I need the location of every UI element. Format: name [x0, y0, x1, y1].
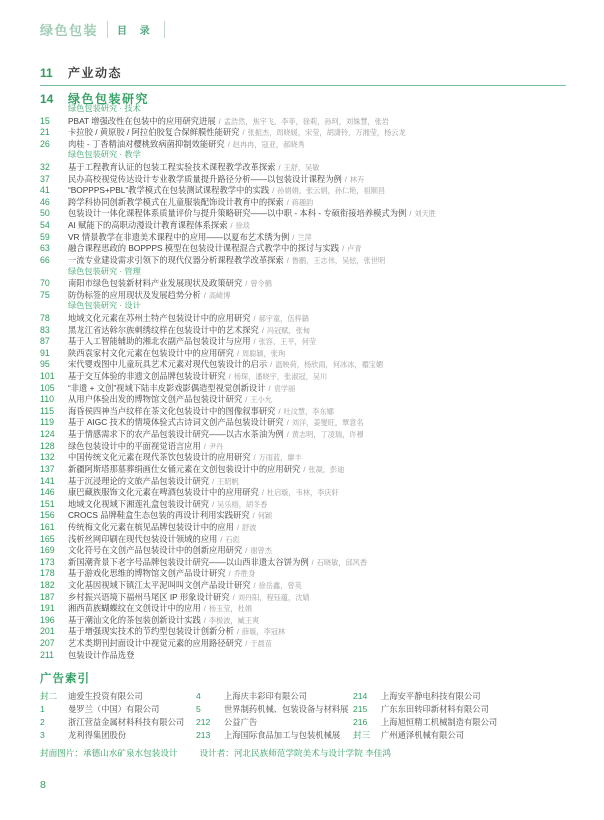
entry-authors: 刘天胜	[414, 209, 436, 219]
entry-page-number: 182	[40, 579, 55, 590]
ad-page-number: 5	[196, 704, 201, 714]
entry-authors: 吴乐榕，胡冬香	[217, 499, 268, 509]
entry-authors: 尹丹	[208, 441, 224, 451]
entry-separator: /	[232, 592, 235, 602]
toc-entry	[40, 509, 594, 521]
entry-separator: /	[212, 476, 215, 486]
ad-company-name: 浙江营益金属材料科技有限公司	[68, 717, 185, 727]
entry-title: 黑龙江省达斡尔族刺绣纹样在包装设计中的艺术探究	[68, 324, 259, 335]
entry-authors: 杜启璇，韦林，李庆轩	[266, 488, 339, 498]
toc-entry	[40, 533, 594, 545]
ad-page-number: 1	[40, 704, 45, 714]
toc-entry	[40, 579, 594, 591]
ad-page-number: 215	[353, 704, 368, 714]
entry-separator: /	[253, 580, 256, 590]
entry-page-number: 41	[40, 185, 50, 196]
entry-separator: /	[286, 430, 289, 440]
toc-entry	[40, 556, 594, 568]
toc-entry	[40, 393, 594, 405]
section-title: 产业动态	[68, 66, 123, 80]
entry-separator: /	[261, 325, 264, 335]
entry-page-number: 50	[40, 208, 50, 219]
toc-entry	[40, 173, 594, 185]
entry-page-number: 178	[40, 568, 55, 579]
entry-title: 地域文化视域下湘莲礼盒包装设计研究	[68, 498, 210, 509]
entry-title: 新国潮背景下老字号品牌包装设计研究——以山西非遗太谷饼为例	[68, 556, 309, 567]
cover-credit	[40, 747, 391, 759]
ad-index-column	[353, 690, 553, 742]
toc-entry	[40, 207, 594, 219]
entry-title: 从用户体验出发的博物馆文创产品包装设计研究	[68, 394, 243, 405]
entry-authors: 谢曾杰	[250, 546, 272, 556]
entry-authors: 袁学丽	[273, 383, 296, 393]
entry-title: “BOPPPS+PBL”教学模式在包装测试课程教学中的实践	[68, 185, 270, 196]
entry-page-number: 78	[40, 312, 50, 323]
toc-entry	[40, 277, 594, 289]
entry-title: 基于游戏化思维的博物馆文创产品设计研究	[68, 568, 226, 579]
ad-company-name: 广东东田转印新材料有限公司	[381, 704, 489, 714]
toc-entry	[40, 289, 594, 301]
entry-title: 地域文化元素在苏州土特产包装设计中的应用研究	[68, 312, 251, 323]
entry-separator: /	[218, 116, 221, 126]
entry-authors: 赵冉冉，寇亚，郝晓秀	[232, 139, 305, 149]
entry-page-number: 105	[40, 382, 55, 393]
ad-index-grid	[40, 690, 580, 742]
toc-entry	[40, 498, 594, 510]
entry-authors: 王昭帆	[217, 476, 239, 486]
entry-page-number: 156	[40, 510, 55, 521]
toc-entry	[40, 614, 594, 626]
entry-separator: /	[236, 522, 240, 532]
entry-authors: 吐汶慧，李东娜	[283, 406, 334, 416]
toc-entry	[40, 405, 594, 417]
entry-page-number: 137	[40, 463, 55, 474]
entry-page-number: 70	[40, 278, 50, 289]
entry-page-number: 119	[40, 417, 55, 428]
entry-authors: 石彪	[225, 534, 240, 544]
subsection-label-text: 绿色包装研究 · 教学	[68, 150, 141, 160]
entry-page-number: 141	[40, 475, 55, 486]
entry-authors: 兰萍	[297, 232, 312, 242]
entry-title: 一流专业建设需求引领下的现代仪器分析课程教学改革探索	[68, 254, 284, 265]
ad-index-item	[196, 716, 353, 729]
entry-separator: /	[245, 546, 248, 556]
ad-page-number: 3	[40, 730, 45, 740]
entry-page-number: 211	[40, 649, 55, 660]
toc-entry	[40, 138, 594, 150]
entry-separator: /	[227, 139, 230, 149]
entry-page-number: 110	[40, 394, 55, 405]
entry-page-number: 37	[40, 173, 50, 184]
entry-page-number: 196	[40, 614, 55, 625]
toc-entry	[40, 463, 594, 475]
ad-index-item	[196, 690, 353, 703]
entry-authors: 张容，王平，何莹	[258, 337, 317, 347]
header-divider	[164, 21, 165, 38]
entry-separator: /	[286, 255, 289, 265]
entry-separator: /	[236, 627, 240, 637]
entry-title: 基于情感需求下的农产品包装设计研究——以古水茶油为例	[68, 429, 284, 440]
ad-company-name: 上海庆丰彩印有限公司	[224, 691, 307, 701]
toc-entry	[40, 184, 594, 196]
entry-page-number: 151	[40, 498, 55, 509]
ad-page-number: 封二	[40, 691, 58, 701]
entry-title: 传统梅文化元素在槟见品牌包装设计中的应用	[68, 521, 234, 532]
entry-authors: 刘洋，姜燮旺，覃意名	[291, 418, 364, 428]
toc-entry	[40, 567, 594, 579]
entry-page-number: 91	[40, 347, 50, 358]
toc-subsection-label	[40, 149, 594, 161]
entry-separator: /	[286, 418, 289, 428]
entry-title: 民办高校视觉传达设计专业教学质量提升路径分析——以包装设计课程为例	[68, 173, 342, 184]
entry-authors: 高崎博	[208, 290, 231, 300]
section-industry	[40, 64, 566, 81]
entry-separator: /	[311, 557, 314, 567]
ad-index-item	[196, 703, 353, 716]
entry-page-number: 124	[40, 429, 55, 440]
toc-entry	[40, 161, 594, 173]
toc-entry	[40, 358, 594, 370]
toc-subsection-label	[40, 300, 594, 312]
entry-separator: /	[342, 244, 345, 254]
entry-separator: /	[245, 279, 248, 289]
toc-entry	[40, 625, 594, 637]
entry-title: 肉桂 - 丁香精油对樱桃致病菌抑制效能研究	[68, 138, 225, 149]
toc-entry	[40, 382, 594, 394]
entry-title: 海昏侯四神当卢纹样在茶文化包装设计中的图像叙事研究	[68, 405, 276, 416]
entry-title: 康巴藏族服饰文化元素在啤酒包装设计中的应用研究	[68, 487, 259, 498]
entry-authors: 李极波，臧王爽	[208, 615, 260, 625]
entry-title: 卡拉胶 / 黄原胶 / 阿拉伯胶复合保鲜膜性能研究	[68, 127, 240, 138]
entry-title: 基于交互体验的非遗文创品牌包装设计研究	[68, 371, 226, 382]
page-number-folio: 8	[40, 779, 46, 791]
entry-separator: /	[344, 174, 347, 184]
entry-page-number: 46	[40, 196, 50, 207]
entry-separator: /	[203, 441, 206, 451]
entry-authors: 徐琰	[235, 221, 250, 231]
entry-separator: /	[292, 232, 295, 242]
ad-company-name: 上海安平静电科技有限公司	[381, 691, 481, 701]
entry-title: 跨学科协同创新教学模式在儿童服装配饰设计教育中的探索	[68, 196, 284, 207]
entry-separator: /	[409, 209, 412, 219]
toc-entry	[40, 440, 594, 452]
entry-page-number: 87	[40, 336, 50, 347]
entry-page-number: 191	[40, 603, 55, 614]
entry-authors: 温映荷，杨欣雨，何冰冰，禤宝媚	[275, 360, 384, 370]
entry-separator: /	[252, 511, 255, 521]
entry-separator: /	[228, 372, 231, 382]
entry-page-number: 59	[40, 231, 50, 242]
entry-title: 基于潮汕文化的茶包装创新设计实践	[68, 614, 201, 625]
cover-designer-label: 设计者：河北民族师范学院美术与设计学院 李佳鸿	[199, 748, 391, 758]
entry-title: 陕西袁家村文化元素在包装设计中的应用研究	[68, 347, 234, 358]
ad-company-name: 迪爱生投资有限公司	[68, 691, 143, 701]
entry-page-number: 146	[40, 487, 55, 498]
ad-page-number: 216	[353, 717, 368, 727]
entry-authors: 曾令鹤	[250, 279, 272, 289]
entry-title: CROCS 品牌鞋盒生态包装的再设计利用实践研究	[68, 510, 250, 521]
entry-title: 湘西苗族蝴蝶纹在文创设计中的应用	[68, 603, 201, 614]
toc-list	[40, 103, 594, 660]
entry-separator: /	[253, 337, 256, 347]
ad-index-column	[40, 690, 196, 742]
ad-index-item	[353, 716, 553, 729]
entry-authors: 黄志明，丁凌瑞，许穆	[291, 430, 364, 440]
entry-title: 新疆阿斯塔那墓葬绢画仕女俑元素在文创包装设计中的应用研究	[68, 463, 301, 474]
entry-title: 文化符号在文创产品包装设计中的创新应用研究	[68, 545, 243, 556]
entry-authors: 周聪颖，张珣	[242, 348, 286, 358]
entry-title: 防伪标签的应用现状及发展趋势分析	[68, 289, 201, 300]
entry-title: 文化基因视域下镇江太平泥叫叫文创产品设计研究	[68, 579, 251, 590]
ad-page-number: 214	[353, 691, 368, 701]
entry-title: 南阳市绿色包装新材料产业发展现状及政策研究	[68, 278, 243, 289]
entry-page-number: 95	[40, 359, 50, 370]
entry-page-number: 161	[40, 521, 55, 532]
entry-title: “非遗 + 文创”视域下陆丰皮影戏影偶造型视觉创新设计	[68, 382, 266, 393]
entry-authors: 石晓敏，邱风香	[316, 557, 368, 567]
entry-title: 基于沉浸理论的文旅产品包装设计研究	[68, 475, 210, 486]
entry-authors: 卢青	[347, 244, 362, 254]
entry-page-number: 207	[40, 638, 55, 649]
toc-entry	[40, 219, 594, 231]
toc-entry	[40, 196, 594, 208]
entry-page-number: 101	[40, 371, 55, 382]
entry-title: 包装设计作品选登	[68, 649, 135, 660]
entry-title: 基于工程教育认证的包装工程实验技术课程教学改革探索	[68, 162, 276, 173]
entry-authors: 蒋趣韵	[291, 197, 314, 207]
entry-authors: 杨玉莹，杜娟	[208, 604, 252, 614]
entry-separator: /	[203, 604, 206, 614]
entry-authors: 乔胜身	[233, 569, 256, 579]
entry-authors: 孙娟娟，张云娟，孙仁艳，祖顺昌	[277, 186, 386, 196]
entry-title: 基于 AIGC 技术的情境体验式古诗词文创产品包装设计研究	[68, 417, 284, 428]
entry-authors: 杨琛，潘晓宇，张淑冠，吴川	[233, 372, 328, 382]
entry-separator: /	[230, 221, 233, 231]
entry-authors: 冯冠赋，张甸	[266, 325, 311, 335]
entry-title: 浅析丝网印刷在现代包装设计领域的应用	[68, 533, 218, 544]
entry-separator: /	[261, 488, 264, 498]
entry-authors: 孟浩然，焦宇飞，李菲，徐莉，孙珂，刘姝慧，张岩	[223, 116, 390, 126]
entry-title: 基于增强现实技术的节约型包装设计创新分析	[68, 626, 234, 637]
toc-entry	[40, 335, 594, 347]
entry-authors: 舒波	[242, 522, 257, 532]
entry-authors: 何颖	[257, 511, 273, 521]
entry-separator: /	[203, 615, 206, 625]
toc-entry	[40, 231, 594, 243]
ad-page-number: 封三	[353, 730, 371, 740]
entry-authors: 张凝，彭迪	[308, 464, 345, 474]
entry-page-number: 63	[40, 243, 50, 254]
entry-title: 包装设计一体化课程体系质量评价与提升策略研究——以中职 - 本科 - 专硕衔接培养模式为例	[68, 208, 407, 219]
ad-index-item	[40, 716, 196, 729]
entry-separator: /	[228, 569, 231, 579]
ad-company-name: 世界制药机械、包装设备与材料展	[224, 704, 349, 714]
entry-title: 艺术类期刊封面设计中视觉元素的应用路径研究	[68, 638, 243, 649]
ad-company-name: 龙利得集团股份	[68, 730, 127, 740]
toc-entry	[40, 637, 594, 649]
ad-index-item	[353, 729, 553, 742]
ad-index-column	[196, 690, 353, 742]
entry-separator: /	[203, 290, 206, 300]
entry-page-number: 169	[40, 545, 55, 556]
entry-page-number: 128	[40, 440, 55, 451]
entry-page-number: 201	[40, 626, 55, 637]
entry-separator: /	[236, 348, 240, 358]
entry-title: 中国传统文化元素在现代茶饮包装设计的应用研究	[68, 452, 251, 463]
entry-separator: /	[270, 360, 273, 370]
toc-entry	[40, 347, 594, 359]
entry-separator: /	[245, 395, 248, 405]
ad-page-number: 2	[40, 717, 45, 727]
toc-entry	[40, 521, 594, 533]
entry-page-number: 173	[40, 556, 55, 567]
toc-entry	[40, 475, 594, 487]
entry-title: VR 情景教学在非遗美术课程中的应用——以夏布艺术绣为例	[68, 231, 290, 242]
entry-page-number: 115	[40, 405, 55, 416]
entry-authors: 薛璇，李冠林	[242, 627, 286, 637]
entry-separator: /	[220, 534, 223, 544]
entry-separator: /	[212, 499, 215, 509]
entry-separator: /	[303, 464, 306, 474]
ad-page-number: 212	[196, 717, 211, 727]
entry-page-number: 165	[40, 533, 55, 544]
entry-authors: 徐岳鑫，曾英	[258, 580, 302, 590]
entry-page-number: 83	[40, 324, 50, 335]
entry-authors: 刘丹阳，程钰蕴，沈婧	[237, 592, 310, 602]
subsection-label-text: 绿色包装研究 · 技术	[68, 104, 141, 113]
header-divider	[107, 21, 108, 38]
entry-separator: /	[253, 313, 256, 323]
entry-separator: /	[286, 197, 289, 207]
toc-entry	[40, 312, 594, 324]
entry-separator: /	[268, 383, 271, 393]
entry-separator: /	[242, 128, 245, 138]
toc-entry	[40, 416, 594, 428]
section-rule	[40, 85, 566, 86]
entry-authors: 万雨蓝，廖丰	[258, 453, 302, 463]
ad-company-name: 上海国际食品加工与包装机械展	[224, 730, 341, 740]
toc-entry	[40, 428, 594, 440]
entry-authors: 于晨苗	[250, 639, 272, 649]
entry-title: 基于人工智能辅助的湘北农副产品包装设计与应用	[68, 336, 251, 347]
entry-page-number: 15	[40, 115, 50, 126]
entry-title: PBAT 增强改性在包装中的应用研究进展	[68, 115, 216, 126]
entry-authors: 郝宇童，伍梓鹟	[258, 313, 309, 323]
entry-page-number: 132	[40, 452, 55, 463]
entry-title: 绿色包装设计中的平面视觉语言应用	[68, 440, 201, 451]
page-header	[40, 20, 174, 39]
section-title: 绿色包装研究	[68, 92, 150, 106]
cover-image-label: 封面图片：承德山水矿泉水包装设计	[40, 748, 178, 758]
toc-entry	[40, 324, 594, 336]
toc-entry	[40, 602, 594, 614]
toc-entry	[40, 649, 594, 661]
entry-authors: 鲁鹏，王志伟，吴铉，张世明	[291, 255, 386, 265]
journal-logo: 绿色包装	[40, 23, 99, 38]
toc-subsection-label	[40, 266, 594, 278]
toc-entry	[40, 370, 594, 382]
ad-company-name: 公益广告	[224, 717, 258, 727]
ad-page-number: 213	[196, 730, 211, 740]
entry-page-number: 187	[40, 591, 55, 602]
entry-authors: 王舒，吴敏	[283, 163, 320, 173]
section-page-number: 11	[40, 66, 53, 80]
toc-entry	[40, 451, 594, 463]
entry-page-number: 54	[40, 220, 50, 231]
entry-separator: /	[253, 453, 256, 463]
entry-title: 宋代婴戏图中儿童玩具艺术元素对现代包装设计的启示	[68, 359, 268, 370]
ad-company-name: 上海旭恒精工机械制造有限公司	[381, 717, 498, 727]
subsection-label-text: 绿色包装研究 · 管理	[68, 266, 141, 276]
toc-entry	[40, 254, 594, 266]
ad-index-item	[40, 703, 196, 716]
entry-page-number: 32	[40, 162, 50, 173]
toc-entry	[40, 544, 594, 556]
entry-title: 融合课程思政的 BOPPPS 模型在包装设计课程混合式教学中的探讨与实践	[68, 243, 340, 254]
entry-page-number: 75	[40, 289, 50, 300]
toc-entry	[40, 591, 594, 603]
entry-page-number: 26	[40, 138, 50, 149]
entry-separator: /	[278, 163, 281, 173]
ad-index-item	[40, 729, 196, 742]
subsection-label-text: 绿色包装研究 · 设计	[68, 301, 141, 311]
toc-entry	[40, 115, 594, 127]
entry-title: 乡村振兴语境下福州马尾区 IP 形象设计研究	[68, 591, 230, 602]
ad-index-item	[196, 729, 353, 742]
entry-page-number: 66	[40, 254, 50, 265]
toc-entry	[40, 486, 594, 498]
toc-heading: 目 录	[117, 26, 155, 37]
ad-company-name: 广州通泽机械有限公司	[381, 730, 464, 740]
entry-separator: /	[245, 639, 248, 649]
entry-authors: 林卉	[349, 174, 365, 184]
ad-page-number: 4	[196, 691, 201, 701]
ad-company-name: 曼罗兰（中国）有限公司	[68, 704, 160, 714]
toc-entry	[40, 242, 594, 254]
entry-page-number: 21	[40, 127, 50, 138]
entry-title: AI 赋能下的高职动漫设计教育课程体系探索	[68, 220, 228, 231]
section-page-number: 14	[40, 92, 54, 106]
ad-index-item	[353, 690, 553, 703]
ad-index-item	[353, 703, 553, 716]
entry-authors: 王小允	[250, 395, 272, 405]
toc-entry	[40, 126, 594, 138]
toc-subsection-label	[40, 103, 594, 115]
entry-separator: /	[272, 186, 275, 196]
ad-index-title: 广告索引	[40, 673, 90, 685]
ad-index-item	[40, 690, 196, 703]
entry-separator: /	[278, 406, 281, 416]
entry-authors: 张振杰，周晓媛，宋莹，胡潇铃，万湘莹，杨云龙	[247, 128, 406, 138]
